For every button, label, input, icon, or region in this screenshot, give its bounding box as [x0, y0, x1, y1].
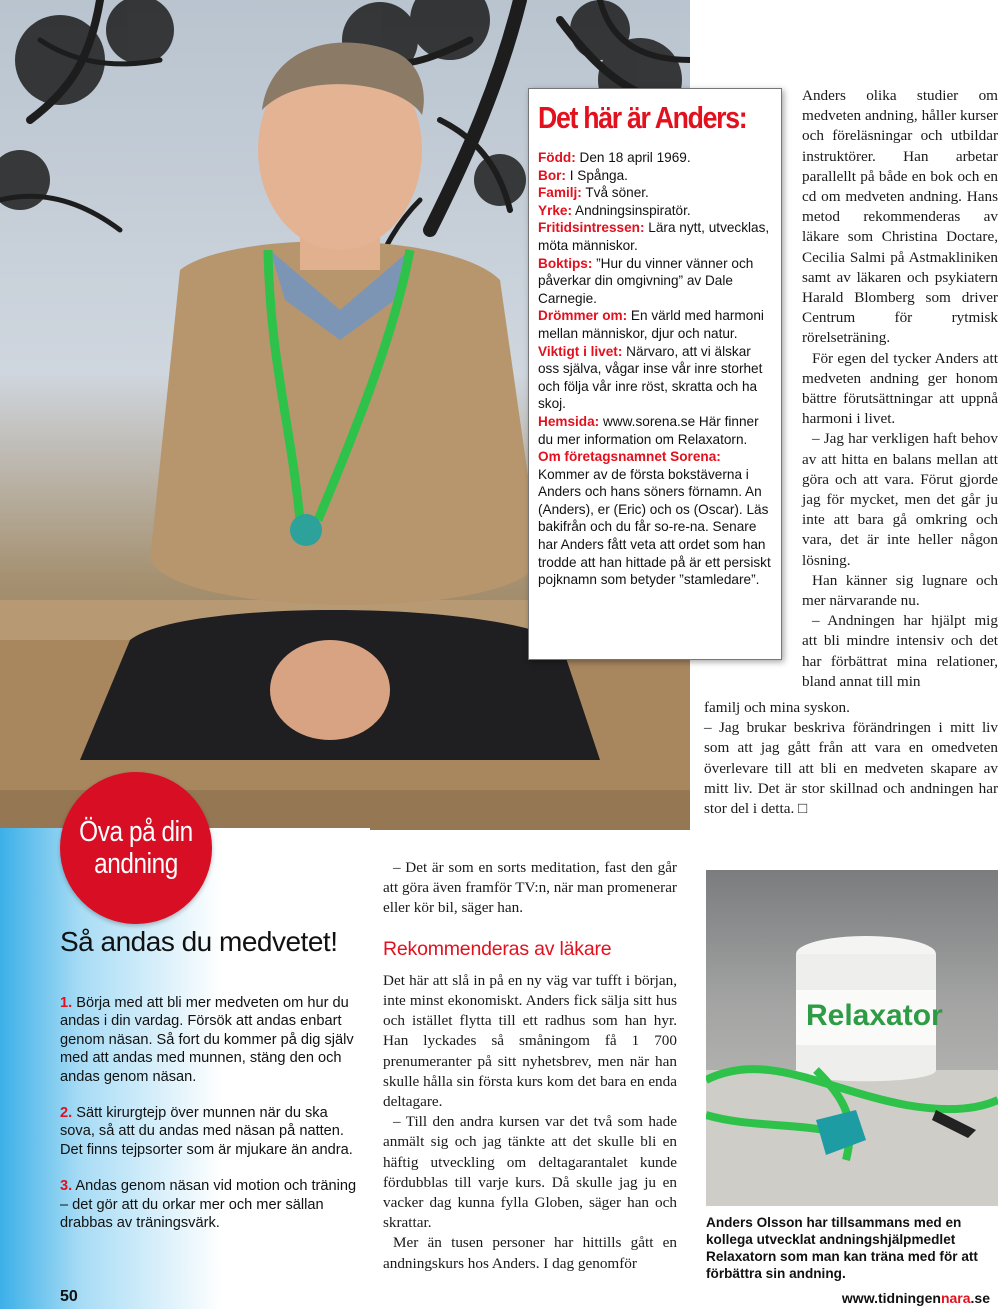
fact-label: Viktigt i livet:	[538, 343, 623, 359]
site-highlight: nara	[940, 1290, 971, 1306]
paragraph: Anders olika studier om medveten andning, håller kurser och föreläsningar och utbildar instruktörer. Han arbetar parallellt på både en bok och en cd om medveten andning. Hans metod rekommenderas av läkare som Christina Doctare, Cecilia Salmi på Astmakliniken samt av läkaren och psykiatern Harald Blomberg som driver Centrum för rytmisk rörelseträning.	[802, 87, 998, 347]
middle-column-text	[383, 858, 677, 1274]
paragraph: Mer än tusen personer har hittills gått en andningskurs hos Anders. I dag genomför	[383, 1234, 677, 1272]
tip-number: 1.	[60, 995, 73, 1011]
tip-number: 3.	[60, 1178, 73, 1195]
relaxator-illustration	[706, 870, 998, 1206]
paragraph: familj och mina syskon.	[704, 699, 850, 716]
fact-label: Fritidsintressen:	[538, 220, 645, 236]
fact-important	[538, 343, 771, 413]
fact-book-tip	[538, 255, 771, 308]
fact-company-name	[538, 448, 771, 589]
section-heading: Rekommenderas av läkare	[383, 937, 612, 960]
exercise-badge-label: Öva på din andning	[79, 816, 193, 880]
photo-caption: Anders Olsson har tillsammans med en kollega utvecklat andningshjälpmedlet Relaxatorn som man kan träna med för att förbättra sin andning.	[706, 1215, 978, 1281]
fact-website	[538, 413, 771, 448]
paragraph: – Det är som en sorts meditation, fast den går att göra även framför TV:n, när man promenerar eller kör bil, säger han.	[383, 859, 677, 917]
fact-label: Boktips:	[538, 255, 593, 271]
fact-profession	[538, 202, 771, 220]
right-column-text	[802, 86, 998, 692]
paragraph: – Till den andra kursen var det två som hade anmält sig och jag tänkte att det skulle bli en häftig utveckling om deltagarantalet kunde fördubblas till varje kurs. Då skulle jag ju en vacker dag kunna fylla Globen, säger han och skrattar.	[383, 1113, 677, 1232]
fact-hobbies	[538, 219, 771, 254]
tip-text: Andas genom näsan vid motion och träning – det gör att du orkar mer och mer sällan drabbas av träningsvärk.	[60, 1178, 357, 1232]
fact-label: Hemsida:	[538, 413, 600, 429]
fact-text: En värld med harmoni mellan människor, djur och natur.	[538, 308, 764, 341]
fact-label: Bor:	[538, 167, 566, 183]
fact-text: Lära nytt, utvecklas, möta människor.	[538, 220, 770, 253]
product-label: Relaxator	[806, 999, 943, 1032]
fact-dreams	[538, 307, 771, 342]
fact-text: Den 18 april 1969.	[575, 150, 691, 165]
fact-box	[528, 88, 782, 660]
fact-box-title: Det här är Anders:	[538, 100, 747, 135]
fact-label: Yrke:	[538, 202, 573, 218]
tip-text: Sätt kirurgtejp över munnen när du ska sova, så att du andas med näsan på natten. Det finns tejpsorter som är mjukare än andra.	[60, 1105, 353, 1158]
fact-text: Närvaro, att vi älskar oss själva, vågar inse vår inre storhet och följa vår inre röst, skratta och ha skoj.	[538, 343, 763, 412]
fact-text: Andningsinspiratör.	[572, 202, 691, 218]
tip-text: Börja med att bli mer medveten om hur du andas i din vardag. Försök att andas enbart genom näsan. Så fort du kommer på dig själv med att andas med munnen, stäng den och andas genom näsan.	[60, 995, 354, 1085]
exercise-title: Så andas du medvetet!	[60, 926, 338, 957]
website-footer	[842, 1290, 990, 1306]
tip-item	[60, 1104, 360, 1159]
fact-label: Drömmer om:	[538, 308, 628, 324]
fact-text: ”Hur du vinner vänner och påverkar din omgivning” av Dale Carnegie.	[538, 255, 754, 306]
paragraph: – Andningen har hjälpt mig att bli mindre intensiv och det har förbättrat mina relationer, bland annat till min	[802, 612, 998, 690]
fact-label: Om företagsnamnet Sorena:	[538, 449, 721, 465]
fact-text: I Spånga.	[565, 167, 628, 183]
tip-number: 2.	[60, 1105, 73, 1122]
right-column-continued	[704, 698, 998, 819]
fact-text: www.sorena.se Här finner du mer information om Relaxatorn.	[538, 413, 759, 447]
fact-text: Kommer av de första bokstäverna i Anders och hans söners förnamn. An (Anders), er (Eric) och os (Oscar). Läs bakifrån och du får so-re-na. Senare har Anders fått veta att ordet som han trodde att han hittade på är ett persiskt pojknamn som betyder ”stamledare”.	[538, 466, 771, 588]
fact-family	[538, 184, 771, 202]
page-number: 50	[60, 1288, 78, 1305]
fact-born	[538, 149, 771, 167]
tip-item	[60, 1177, 360, 1232]
exercise-badge	[60, 772, 212, 924]
paragraph: – Jag har verkligen haft behov av att hitta en balans mellan att göra och att vara. Förut gjorde jag för mycket, men det går ju inte att bara gå omkring och vara, det är inte heller någon lösning.	[802, 430, 998, 569]
fact-label: Född:	[538, 150, 576, 165]
paragraph: Det här att slå in på en ny väg var tufft i början, inte minst ekonomiskt. Anders fick sälja sitt hus och istället flytta till ett radhus som han hyr. Han lyckades så småningom få 1 700 prenumeranter på sitt nyhetsbrev, men när han skulle hålla sin första kurs kom det bara en enda deltagare.	[383, 971, 677, 1111]
fact-label: Familj:	[538, 185, 582, 201]
fact-lives	[538, 167, 771, 185]
site-prefix: www.tidningen	[841, 1290, 941, 1306]
paragraph: Han känner sig lugnare och mer närvarande nu.	[802, 571, 998, 610]
product-photo	[706, 870, 998, 1206]
exercise-tips	[60, 994, 360, 1250]
tip-item	[60, 994, 360, 1086]
site-suffix: .se	[970, 1290, 990, 1306]
paragraph: – Jag brukar beskriva förändringen i mitt liv som att jag gått från att vara en omedveten överlevare till att bli en medveten skapare av mitt liv. Det är stor skillnad och andningen har stor del i detta. □	[704, 719, 998, 818]
fact-text: Två söner.	[581, 185, 649, 201]
paragraph: För egen del tycker Anders att medveten andning ger honom bättre förutsättningar att uppnå harmoni i livet.	[802, 349, 998, 428]
